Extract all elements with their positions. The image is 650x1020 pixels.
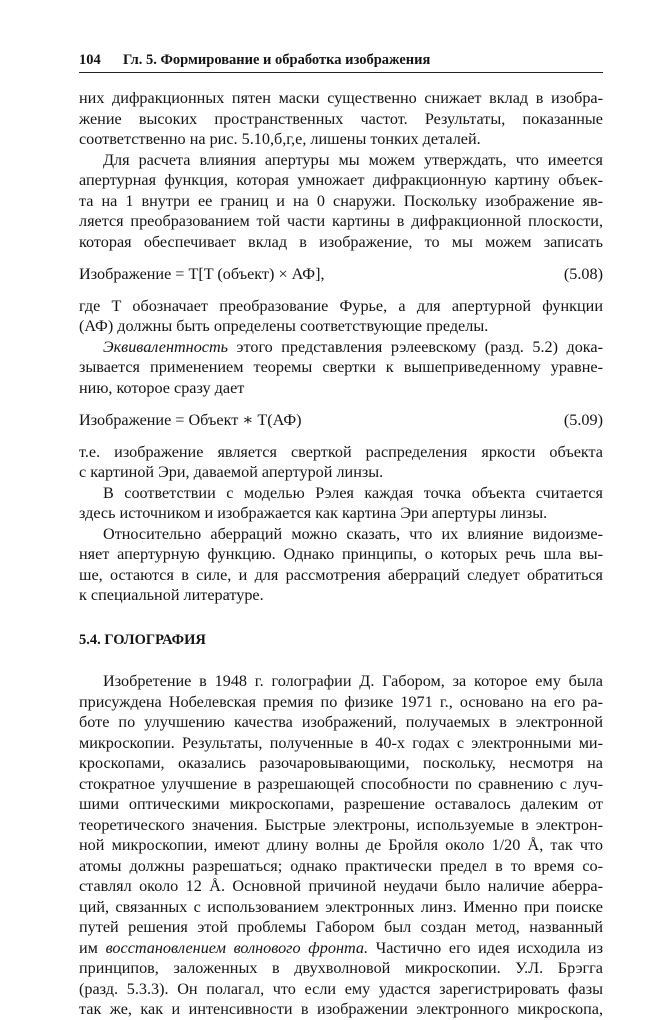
- paragraph-line: Изобретение в 1948 г. голографии Д. Габором, за которое ему была: [103, 672, 603, 690]
- paragraph-line: няет апертурную функцию. Однако принципы, о которых речь шла вы-: [79, 545, 603, 563]
- paragraph-line: ставлял около 12 Å. Основной причиной неудачи было наличие аберра-: [79, 877, 603, 895]
- paragraph-line: соответственно на рис. 5.10,б,г,е, лишены тонких деталей.: [79, 130, 481, 148]
- paragraph-line: теоретического значения. Быстрые электроны, используемые в электрон-: [79, 815, 603, 834]
- paragraph-line: так же, как и интенсивности в изображении электронного микроскопа,: [79, 1000, 603, 1018]
- paragraph-line: ше, остаются в силе, и для рассмотрения аберраций следует обратиться: [79, 565, 603, 584]
- text-span: этого представления рэлеевскому (разд. 5.2) дока-: [228, 337, 603, 356]
- italic-term: восстановлением волнового фронта.: [105, 938, 369, 957]
- paragraph-line: кроскопами, оказались разочаровывающими, поскольку, несмотря на: [79, 754, 603, 772]
- paragraph-line: с картиной Эри, даваемой апертурой линзы.: [79, 463, 384, 481]
- paragraph-line: которая обеспечивает вклад в изображение, то мы можем записать: [79, 232, 603, 251]
- text-span: Частично его идея исходила из: [368, 938, 603, 957]
- paragraph-line: ций, связанных с использованием электронных линз. Именно при поиске: [79, 897, 603, 916]
- paragraph-line: микроскопии. Результаты, полученные в 40-х годах с электронными ми-: [79, 733, 603, 752]
- paragraph-line: ной микроскопии, имеют длину волны де Бройля около 1/20 Å, так что: [79, 836, 603, 854]
- equation-text: Изображение = T[T (объект) × АФ],: [79, 265, 325, 283]
- italic-term: Эквивалентность: [103, 337, 229, 356]
- paragraph-line: них дифракционных пятен маски существенно снижает вклад в изобра-: [79, 89, 603, 107]
- paragraph-line: Для расчета влияния апертуры мы можем утверждать, что имеется: [103, 150, 603, 169]
- paragraph-line: [79, 938, 603, 959]
- equation-text: Изображение = Объект ∗ T(АФ): [79, 411, 302, 429]
- running-header: [79, 52, 603, 69]
- paragraph-line: путей решения этой проблемы Габором был создан метод, названный: [79, 918, 603, 936]
- equation-number: (5.08): [563, 265, 603, 283]
- paragraph-line: к специальной литературе.: [79, 586, 264, 604]
- equation-number: (5.09): [563, 411, 603, 429]
- paragraph-line: где T обозначает преобразование Фурье, а для апертурной функции: [79, 296, 603, 315]
- paragraph-line: присуждена Нобелевская премия по физике 1971 г., основано на его ра-: [79, 692, 603, 711]
- paragraph-line: т.е. изображение является сверткой распределения яркости объекта: [79, 442, 603, 461]
- body-text: [79, 88, 603, 1020]
- paragraph-line: Относительно аберраций можно сказать, что их влияние видоизме-: [103, 524, 603, 543]
- paragraph-line: ляется преобразованием той части картины в дифракционной плоскости,: [79, 212, 603, 230]
- paragraph-line: атомы должны разрешаться; однако практически предел в то время со-: [79, 856, 603, 875]
- paragraph-line: [79, 337, 603, 358]
- equation-5-09: [79, 410, 603, 431]
- paragraph-line: шими оптическими микроскопами, разрешение оставалось далеким от: [79, 795, 603, 813]
- paragraph-line: здесь источником и изображается как картина Эри апертуры линзы.: [79, 504, 548, 522]
- section-heading: 5.4. ГОЛОГРАФИЯ: [79, 631, 206, 648]
- paragraph-line: В соответствии с моделью Рэлея каждая точка объекта считается: [103, 483, 603, 502]
- paragraph-line: (разд. 5.3.3). Он полагал, что если ему удастся зарегистрировать фазы: [79, 979, 603, 998]
- paragraph-line: боте по улучшению качества изображений, получаемых в электронной: [79, 713, 603, 731]
- paragraph-line: жение высоких пространственных частот. Результаты, показанные: [79, 109, 603, 128]
- paragraph-line: та на 1 внутри ее границ и на 0 снаружи. Поскольку изображение яв-: [79, 191, 603, 210]
- paragraph-line: принципов, заложенных в двухволновой микроскопии. У.Л. Брэгга: [79, 959, 603, 977]
- paragraph-line: нию, которое сразу дает: [79, 378, 245, 397]
- paragraph-line: зывается применением теоремы свертки к вышеприведенному уравне-: [79, 358, 603, 376]
- text-span: им: [79, 938, 106, 957]
- page-number: 104: [79, 52, 101, 68]
- header-rule: [79, 72, 603, 73]
- equation-5-08: [79, 264, 603, 285]
- paragraph-line: (АФ) должны быть определены соответствующие пределы.: [79, 317, 489, 335]
- paragraph-line: стократное улучшение в разрешающей способности по сравнению с луч-: [79, 774, 603, 793]
- chapter-title: Гл. 5. Формирование и обработка изображения: [123, 52, 431, 68]
- paragraph-line: апертурная функция, которая умножает дифракционную картину объек-: [79, 171, 603, 189]
